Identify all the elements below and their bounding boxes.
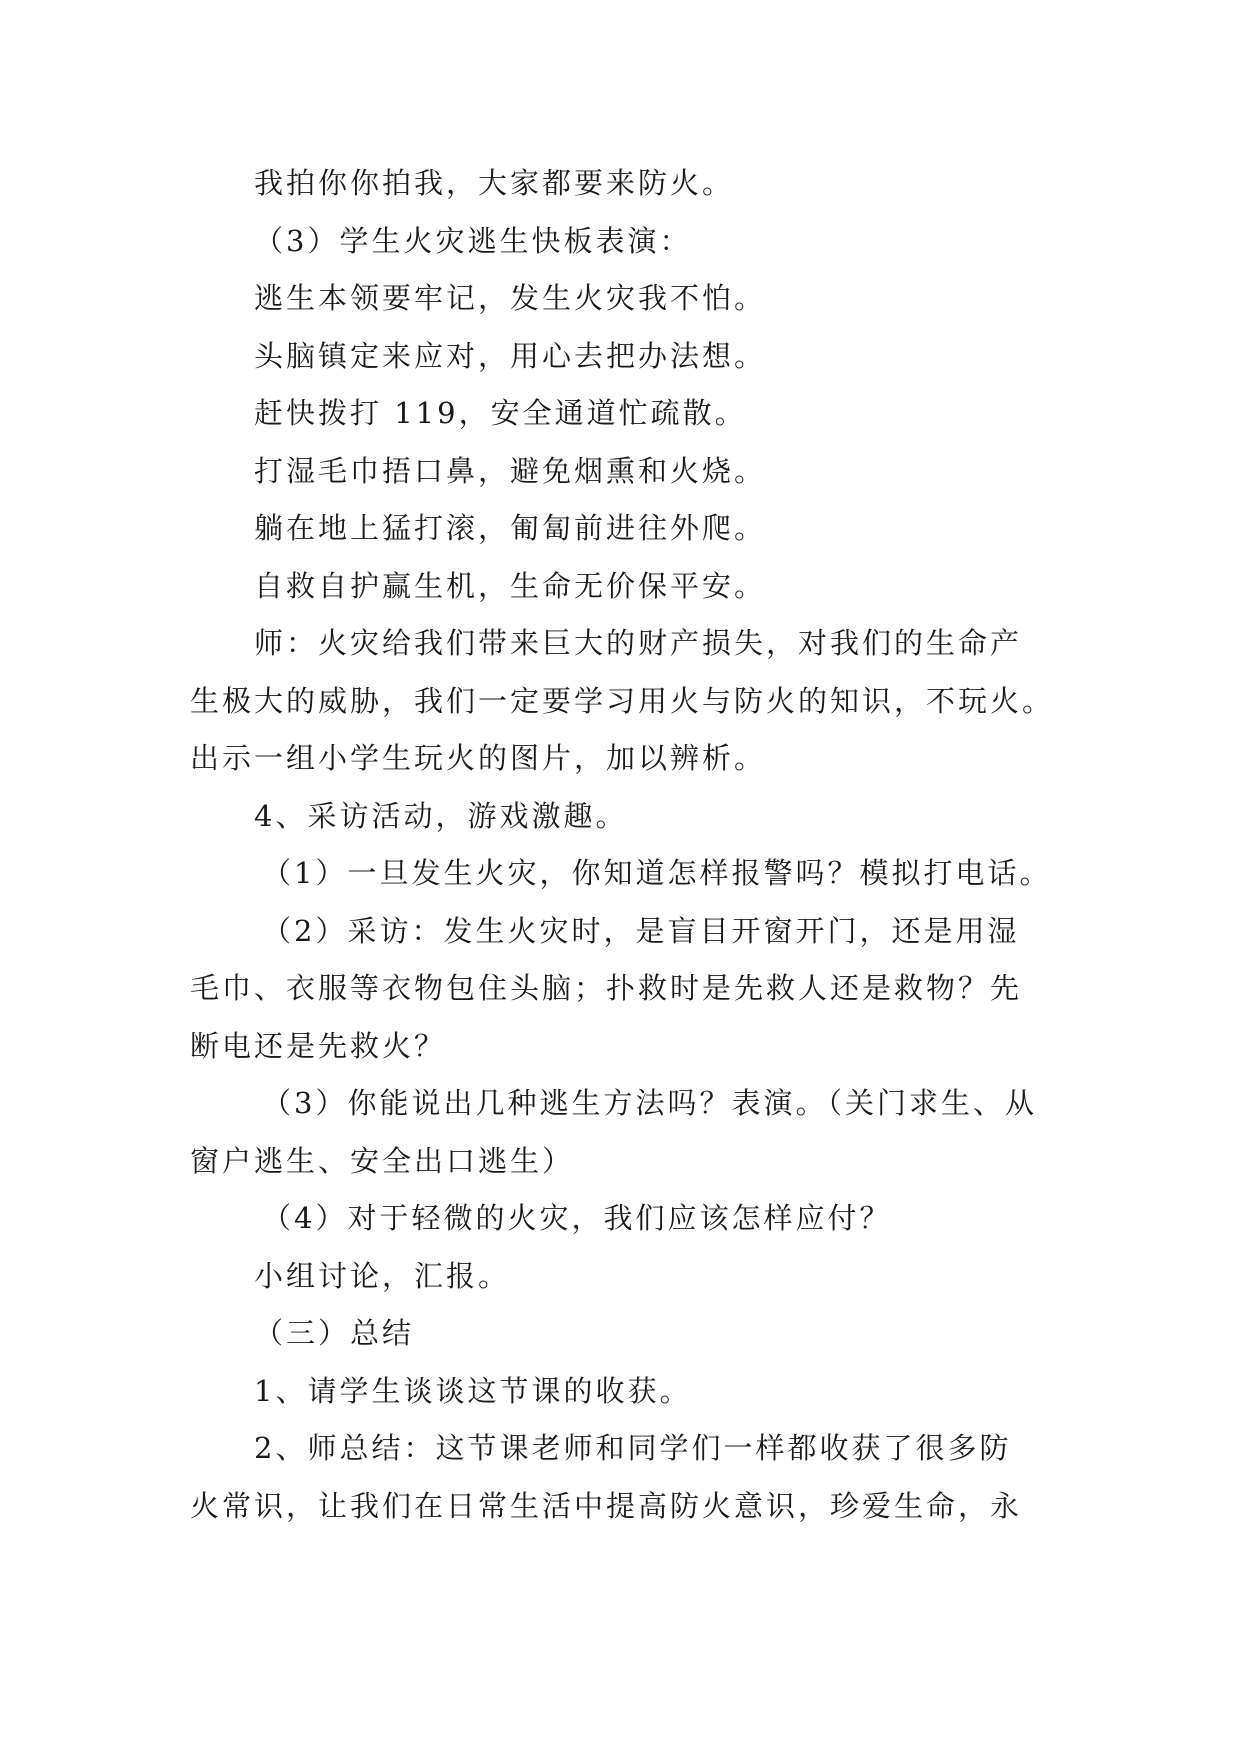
text-line: 自救自护赢生机，生命无价保平安。 xyxy=(254,568,767,603)
document-body xyxy=(190,155,1060,1535)
text-line: 小组讨论，汇报。 xyxy=(254,1258,511,1293)
text-line: 打湿毛巾捂口鼻，避免烟熏和火烧。 xyxy=(254,453,767,488)
text-line: 赶快拨打 119，安全通道忙疏散。 xyxy=(254,396,747,430)
text-line: 师：火灾给我们带来巨大的财产损失，对我们的生命产 xyxy=(254,626,1023,660)
text-line: 躺在地上猛打滚，匍匐前进往外爬。 xyxy=(254,511,767,545)
text-line: 2、师总结：这节课老师和同学们一样都收获了很多防 xyxy=(254,1431,1012,1465)
text-line: 断电还是先救火？ xyxy=(190,1028,447,1063)
text-line: 生极大的威胁，我们一定要学习用火与防火的知识，不玩火。 xyxy=(190,683,1055,718)
text-line: 头脑镇定来应对，用心去把办法想。 xyxy=(254,338,767,373)
text-line: 1、请学生谈谈这节课的收获。 xyxy=(254,1373,692,1408)
text-line: 窗户逃生、安全出口逃生） xyxy=(190,1143,575,1178)
text-line: （1）一旦发生火灾，你知道怎样报警吗？模拟打电话。 xyxy=(262,856,1052,890)
text-line: （三）总结 xyxy=(254,1316,415,1350)
text-line: （3）学生火灾逃生快板表演： xyxy=(254,223,692,258)
text-line: 我拍你你拍我，大家都要来防火。 xyxy=(254,166,735,200)
text-line: （2）采访：发生火灾时，是盲目开窗开门，还是用湿 xyxy=(262,913,1020,948)
text-line: 4、采访活动，游戏激趣。 xyxy=(254,798,628,833)
text-line: 逃生本领要牢记，发生火灾我不怕。 xyxy=(254,281,767,315)
text-line: 出示一组小学生玩火的图片，加以辨析。 xyxy=(190,741,767,775)
text-line: 火常识，让我们在日常生活中提高防火意识，珍爱生命，永 xyxy=(190,1488,1023,1523)
text-line: （3）你能说出几种逃生方法吗？表演。（关门求生、从 xyxy=(262,1086,1037,1120)
text-line: 毛巾、衣服等衣物包住头脑；扑救时是先救人还是救物？先 xyxy=(190,971,1023,1005)
text-line: （4）对于轻微的火灾，我们应该怎样应付？ xyxy=(262,1201,892,1235)
